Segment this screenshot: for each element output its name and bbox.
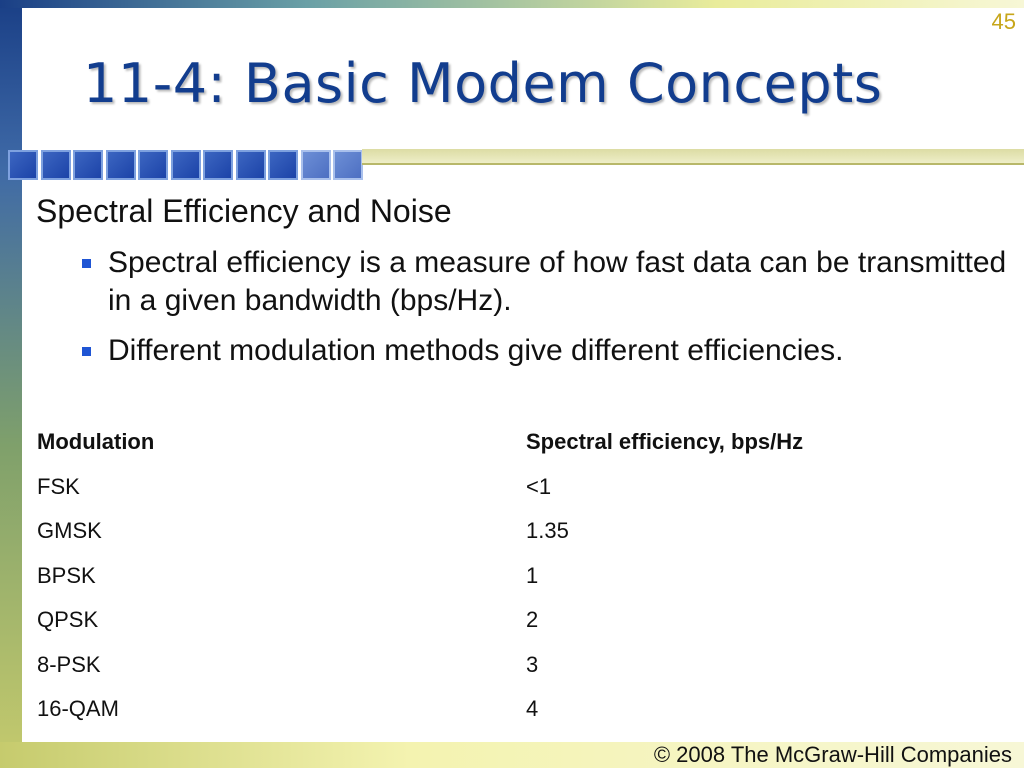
decorative-square [73, 150, 103, 180]
efficiency-cell: 1.35 [526, 518, 569, 544]
bullet-item [80, 244, 1010, 320]
top-decorative-bar [0, 0, 1024, 8]
table-row [37, 598, 926, 643]
modulation-efficiency-table [37, 420, 926, 732]
efficiency-cell: <1 [526, 473, 552, 499]
efficiency-cell: 4 [526, 696, 539, 722]
decorative-square [138, 150, 168, 180]
bullet-item [80, 332, 1010, 370]
column-header-efficiency: Spectral efficiency, bps/Hz [526, 429, 804, 455]
table-row [37, 554, 926, 599]
decorative-square [236, 150, 266, 180]
table-row [37, 687, 926, 732]
decorative-square [301, 150, 331, 180]
decorative-strip-underline [362, 163, 1024, 165]
left-decorative-bar [0, 0, 22, 768]
table-row [37, 509, 926, 554]
modulation-cell: GMSK [37, 518, 102, 544]
square-bullet-icon [82, 259, 91, 268]
table-row [37, 465, 926, 510]
efficiency-cell: 3 [526, 651, 539, 677]
decorative-strip-line [362, 149, 1024, 163]
modulation-cell: FSK [37, 473, 80, 499]
square-bullet-icon [82, 347, 91, 356]
bullet-text: Spectral efficiency is a measure of how fast data can be transmitted in a given bandwidth (bps/Hz). [108, 246, 1007, 317]
decorative-square [333, 150, 363, 180]
efficiency-cell: 2 [526, 607, 539, 633]
efficiency-cell: 1 [526, 562, 539, 588]
modulation-cell: BPSK [37, 562, 96, 588]
table-row [37, 643, 926, 688]
slide-title: 11-4: Basic Modem Concepts [83, 52, 883, 115]
copyright-footer: © 2008 The McGraw-Hill Companies [653, 742, 1012, 767]
decorative-square [41, 150, 71, 180]
decorative-square [268, 150, 298, 180]
modulation-cell: 8-PSK [37, 651, 101, 677]
table-header-row [37, 420, 926, 465]
modulation-cell: QPSK [37, 607, 99, 633]
section-subtitle: Spectral Efficiency and Noise [36, 193, 452, 229]
decorative-square [8, 150, 38, 180]
decorative-square [171, 150, 201, 180]
column-header-modulation: Modulation [37, 429, 155, 455]
slide-number: 45 [991, 9, 1016, 34]
decorative-squares-strip [8, 150, 366, 180]
decorative-square [106, 150, 136, 180]
bullet-text: Different modulation methods give different efficiencies. [108, 334, 844, 367]
decorative-square [203, 150, 233, 180]
modulation-cell: 16-QAM [37, 696, 119, 722]
bullet-list [80, 244, 1010, 382]
